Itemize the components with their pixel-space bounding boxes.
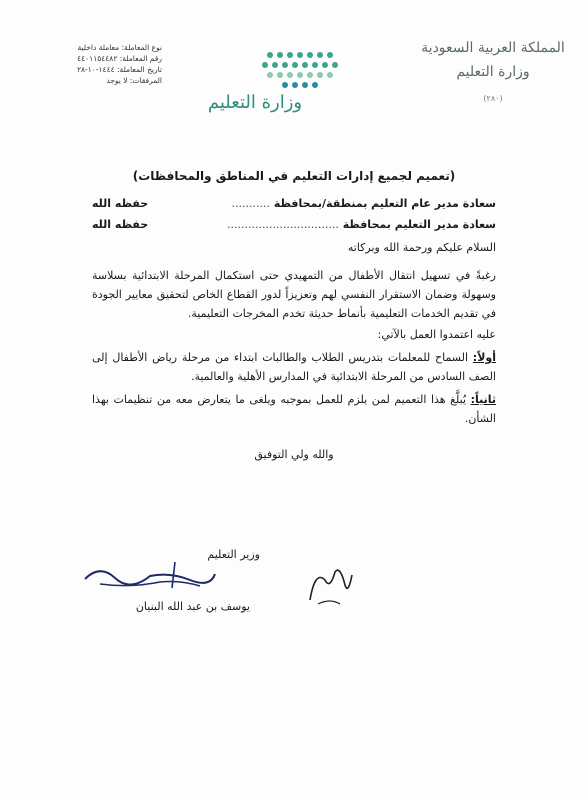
clause-second-label: ثانياً: xyxy=(470,393,496,406)
transaction-meta xyxy=(22,42,162,86)
signatory-title: وزير التعليم xyxy=(207,548,260,561)
ministry-name: وزارة التعليم xyxy=(456,64,530,80)
country-name: المملكة العربية السعودية xyxy=(421,40,565,56)
addressee-dots: ........... xyxy=(231,197,271,210)
clause-first-text: السماح للمعلمات بتدريس الطلاب والطالبات ابتداء من مرحلة رياض الأطفال إلى الصف السادس من المرحلة الابتدائية في المدارس الأهلية والعالمية. xyxy=(92,351,496,383)
addressee-honorific: حفظه الله xyxy=(92,197,149,210)
intro-paragraph: رغبةً في تسهيل انتقال الأطفال من التمهيدي حتى استكمال المرحلة الابتدائية بسلاسة وسهولة وضمان الاستقرار النفسي لهم وتعزيزاً لدور القطاع الخاص لتحقيق معايير الجودة في تقديم الخدمات التعليمية بأنماط حديثة تخدم المخرجات التعليمية. xyxy=(92,269,496,320)
addressee-label: سعادة مدير التعليم بمحافظة xyxy=(342,218,496,231)
clause-second-text: يُبلَّغ هذا التعميم لمن يلزم للعمل بموجبه ويلغى ما يتعارض معه من تنظيمات بهذا الشأن. xyxy=(92,393,496,425)
meta-attachments: المرفقات: لا يوجد xyxy=(106,76,162,85)
closing-line: والله ولي التوفيق xyxy=(254,448,334,461)
ministry-logo-icon xyxy=(190,45,400,125)
letter-subject: (تعميم لجميع إدارات التعليم في المناطق والمحافظات) xyxy=(132,169,456,183)
clause-first-label: أولاً: xyxy=(472,351,496,364)
meta-number: رقم المعاملة: ٤٤٠١١٥٤٤٨٢ xyxy=(77,54,162,63)
signatory-name: يوسف بن عبد الله البنيان xyxy=(135,600,250,613)
clause-second xyxy=(92,390,496,428)
addressee-honorific: حفظه الله xyxy=(92,218,149,231)
greeting: السلام عليكم ورحمة الله وبركاته xyxy=(347,241,496,254)
reference-code: (٢٨٠) xyxy=(483,94,503,103)
meta-date: تاريخ المعاملة: ١٤٤٤-١٠-٢٨ xyxy=(76,65,162,74)
adopt-line: عليه اعتمدوا العمل بالآتي: xyxy=(377,328,496,341)
letter-body xyxy=(92,168,496,463)
addressee-dots: ................................ xyxy=(226,218,339,231)
addressee-line xyxy=(92,216,496,233)
addressee-line xyxy=(92,195,496,212)
letterhead xyxy=(418,40,568,103)
clause-first xyxy=(92,348,496,386)
meta-type: نوع المعاملة: معاملة داخلية xyxy=(77,43,162,52)
addressee-label: سعادة مدير عام التعليم بمنطقة/بمحافظة xyxy=(273,197,496,210)
signature-scribble-icon xyxy=(80,554,220,594)
logo-text: وزارة التعليم xyxy=(207,92,303,113)
handwritten-initial-icon xyxy=(300,560,360,610)
